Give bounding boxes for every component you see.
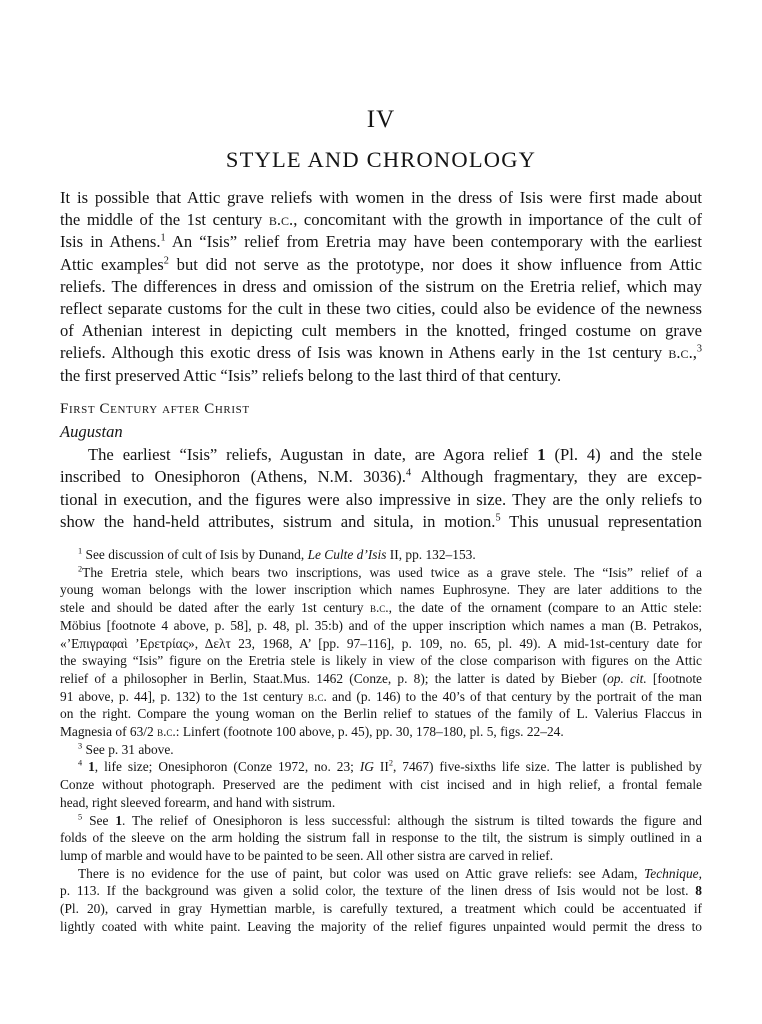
text-line: $^4$ 1, life size; Onesiphoron (Conze 1972, no. 23; IG $II^2$, 7467) five-sixths life size. The latter is published by (78, 758, 702, 775)
footnote-ref: 2 (163, 255, 169, 267)
text-line: It is possible that Attic grave reliefs with women in the dress of Isis were first made about (60, 188, 702, 207)
text-line: relief of a philosopher in Berlin, Staat.Mus. 1462 (Conze, p. 8); the latter is dated by Bieber (op. cit. [footnote (60, 670, 702, 686)
text-line: (Pl. 20), carved in gray Hymettian marble, is carefully textured, a treatment which could be accentuated if (60, 901, 702, 917)
text-line: the middle of the 1st century b.c., concomitant with the growth in importance of the cult of (60, 210, 702, 230)
text-line: young woman belongs with the lower inscription which names Euphrosyne. They are later additions to the (60, 582, 702, 598)
text-line: Conze without photograph. Preserved are the pediment with cist incised and in high relief, a frontal female (60, 777, 702, 793)
body-paragraph (60, 444, 702, 533)
text-line: p. 113. If the background was given a solid color, the texture of the linen dress of Isis would not be lost. 8 (60, 883, 702, 899)
footnote-ref: 5 (495, 512, 501, 524)
text-line: reliefs. The differences in dress and omission of the sistrum on the Eretria relief, which may (60, 276, 702, 296)
text-line: The earliest “Isis” reliefs, Augustan in date, are Agora relief 1 (Pl. 4) and the stele (88, 445, 703, 464)
text-line: show the hand-held attributes, sistrum and situla, in motion.$^5$ This unusual representation (60, 511, 702, 531)
text-line: folds of the sleeve on the arm holding the sistrum fall in response to the tilt, the sistrum is simply outlined in a (60, 830, 702, 846)
text-line: Möbius [footnote 4 above, p. 58], p. 48, pl. 35:b) and of the upper inscription which names a man (B. Petrakos, (60, 617, 702, 633)
text-line: 91 above, p. 44], p. 132) to the 1st century b.c. and (p. 146) to the 40’s of that century by the portrait of the man (60, 688, 702, 704)
text-line: stele and should be dated after the early 1st century b.c., the date of the ornament (compare to an Attic stele: (60, 600, 702, 616)
footnote-ref: 1 (160, 232, 166, 244)
text-line: tional in execution, and the figures were also impressive in size. They are the only reliefs to (60, 489, 702, 509)
footnote-1: $^1$ See discussion of cult of Isis by Dunand, Le Culte d’Isis II, pp. 132–153. (78, 546, 476, 562)
footnote-5 (60, 812, 702, 865)
footnote-2 (60, 564, 702, 741)
text-line: lightly coated with white paint. Leaving the majority of the relief figures unpainted would permit the dress to (60, 918, 702, 934)
text-line: reflect separate customs for the cult in these two cities, could also be evidence of the newness (60, 299, 702, 319)
footnote-6 (60, 865, 702, 936)
text-line: $^5$ See 1. The relief of Onesiphoron is less successful: although the sistrum is tilted towards the figure and (78, 812, 703, 828)
footnote-4 (60, 758, 702, 811)
text-line: of Athenian interest in depicting cult members in the knotted, fringed costume on grave (60, 321, 702, 341)
text-line: Attic examples$^2$ but did not serve as the prototype, nor does it show influence from Attic (60, 254, 703, 274)
footnote-ref: 3 (696, 343, 702, 355)
chapter-number: IV (366, 106, 396, 133)
text-line: the swaying “Isis” figure on the Eretria stele is likely in view of the close comparison with figures on the Attic (60, 653, 702, 669)
intro-paragraph (60, 187, 702, 387)
text-line: lump of marble and would have to be painted to be seen. All other sistra are carved in relief. (60, 847, 554, 863)
footnote-3: $^3$ See p. 31 above. (78, 741, 174, 757)
chapter-title: STYLE AND CHRONOLOGY (225, 147, 537, 172)
text-line: Magnesia of 63/2 b.c.: Linfert (footnote 100 above, p. 45), pp. 30, 178–180, pl. 5, figs. 22–24. (60, 724, 564, 740)
text-line: reliefs. Although this exotic dress of Isis was known in Athens early in the 1st century b.c.,$^3$ (60, 343, 702, 363)
text-line: There is no evidence for the use of paint, but color was used on Attic grave reliefs: see Adam, Technique, (78, 865, 702, 881)
text-line: on the right. Compare the young woman on the Berlin relief to statues of the family of L. Valerius Flaccus in (60, 706, 702, 722)
text-line: Isis in Athens.$^1$ An “Isis” relief from Eretria may have been contemporary with the earliest (60, 232, 703, 252)
subsection-heading: Augustan (60, 422, 123, 441)
text-line: $^2$The Eretria stele, which bears two inscriptions, was used twice as a grave stele. The “Isis” relief of a (78, 564, 702, 580)
text-line: the first preserved Attic “Isis” reliefs belong to the last third of that century. (60, 365, 562, 385)
section-heading: First Century after Christ (60, 401, 250, 417)
footnotes (60, 546, 702, 935)
text-line: inscribed to Onesiphoron (Athens, N.M. 3036).$^4$ Although fragmentary, they are excep- (60, 467, 702, 487)
footnote-ref: 4 (405, 467, 412, 479)
text-line: «’Επιγραφαὶ ’Ερετρίας», Δελτ 23, 1968, Α’ [pp. 97–116], p. 109, no. 65, pl. 49). A mid-1st-century date for (60, 635, 702, 651)
text-line: head, right sleeved forearm, and hand with sistrum. (60, 794, 336, 810)
